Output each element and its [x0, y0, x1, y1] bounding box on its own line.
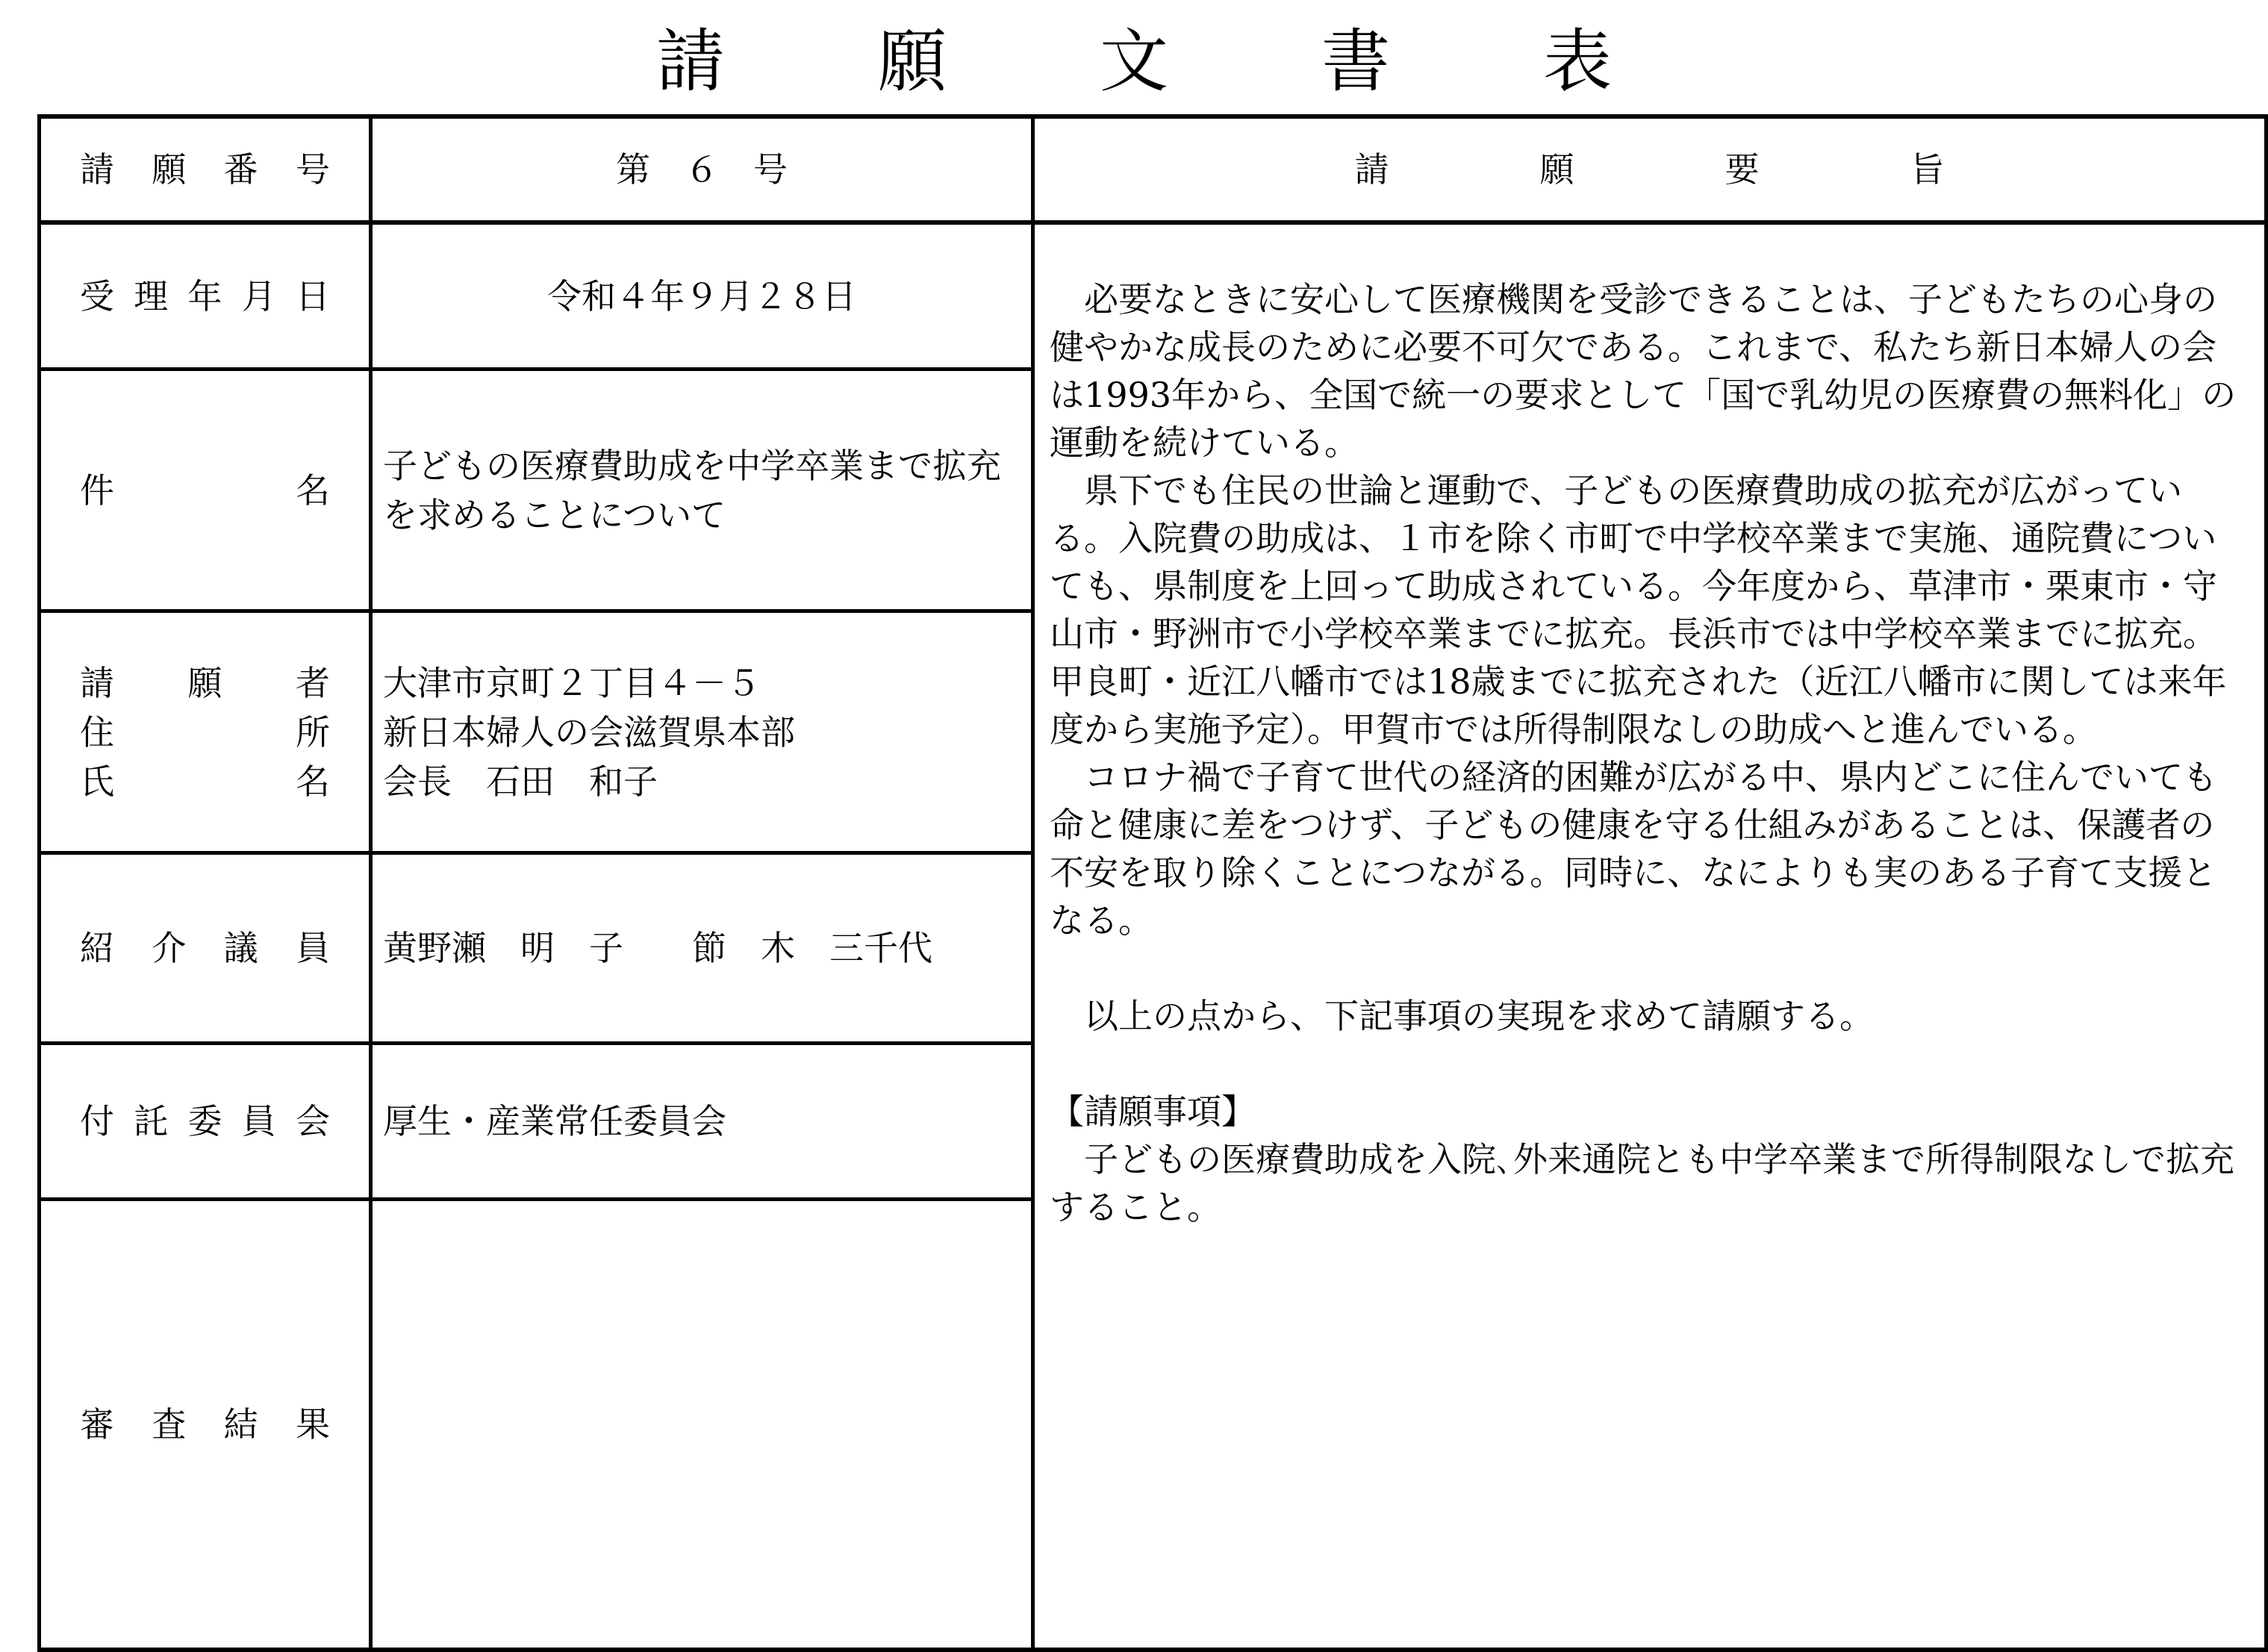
label-char: 年: [187, 275, 222, 317]
label-char: 受: [80, 275, 114, 317]
label-char: 号: [295, 149, 330, 190]
summary-header-char: 請: [1354, 149, 1389, 190]
label-char: 議: [223, 928, 258, 968]
label-char: 員: [241, 1101, 276, 1141]
label-char: 請: [80, 662, 114, 703]
label-char: 願: [152, 149, 187, 190]
petition-number-value: 第 ６ 号: [616, 149, 788, 190]
label-char: 員: [295, 928, 330, 968]
title-char: 願: [877, 22, 947, 102]
summary-header-char: 要: [1725, 149, 1760, 190]
petition-table: [37, 114, 2268, 1652]
label-char: 件: [80, 470, 114, 511]
title-char: 表: [1542, 22, 1612, 102]
label-char: 理: [134, 275, 169, 317]
petitioner-value: [373, 613, 1031, 851]
label-char: 日: [296, 275, 330, 317]
subject-line: を求めることについて: [383, 494, 726, 535]
table-border-right: [2264, 114, 2268, 1652]
label-char: 願: [187, 662, 222, 703]
subject-label: [41, 371, 369, 609]
label-char: 番: [223, 149, 258, 190]
label-char: 請: [80, 149, 114, 190]
label-char: 名: [296, 761, 330, 802]
title-char: 請: [656, 22, 726, 102]
label-char: 委: [187, 1101, 222, 1141]
label-char: 審: [80, 1404, 114, 1444]
summary-header: [1035, 119, 2264, 220]
label-char: 紹: [80, 928, 114, 968]
label-char: 介: [152, 928, 187, 968]
label-char: 住: [80, 711, 114, 752]
committee-label: [41, 1045, 369, 1197]
label-char: 氏: [80, 761, 114, 802]
summary-paragraph: 県下でも住民の世論と運動で、子どもの医療費助成の拡充が広がっている。入院費の助成は、１市を除く市町で中学校卒業まで実施、通院費についても、県制度を上回って助成されている。今年度から、草津市・栗東市・守山市・野洲市で小学校卒業までに拡充。長浜市では中学校卒業までに拡充。甲良町・近江八幡市では18歳までに拡充された（近江八幡市に関しては来年度から実施予定）。甲賀市では所得制限なしの助成へと進んでいる。: [1050, 470, 2227, 749]
petitioner-label: [41, 613, 369, 851]
petitioner-label-line: [80, 757, 330, 806]
summary-header-char: 願: [1539, 149, 1574, 190]
petition-matters-heading: 【請願事項】: [1050, 1091, 1256, 1132]
document-title: [0, 0, 2268, 112]
subject-line: 子どもの医療費助成を中学卒業まで拡充: [383, 445, 1001, 486]
label-char: 結: [223, 1404, 258, 1444]
introducers-label: [41, 855, 369, 1041]
petition-matters-text: 子どもの医療費助成を入院､外来通院とも中学卒業まで所得制限なしで拡充すること。: [1050, 1139, 2234, 1227]
label-char: 果: [295, 1404, 330, 1444]
summary-conclusion: 以上の点から、下記事項の実現を求めて請願する。: [1084, 996, 1874, 1036]
label-char: 付: [80, 1101, 114, 1141]
committee-value: 厚生・産業常任委員会: [383, 1101, 726, 1141]
introducers-value: 黄野瀬 明 子 節 木 三千代: [383, 928, 932, 968]
label-char: 託: [134, 1101, 169, 1141]
summary-paragraph: 必要なときに安心して医療機関を受診できることは、子どもたちの心身の健やかな成長のために必要不可欠である。これまで、私たち新日本婦人の会は1993年から、全国で統一の要求として「国で乳幼児の医療費の無料化」の運動を続けている。: [1050, 279, 2237, 463]
received-date-label: [41, 225, 369, 367]
subject-value: [373, 371, 1031, 609]
label-char: 者: [296, 662, 330, 703]
label-char: 会: [296, 1101, 330, 1141]
received-date-value: 令和４年９月２８日: [547, 275, 856, 317]
title-char: 文: [1099, 22, 1168, 102]
petition-number-label: [41, 119, 369, 220]
label-char: 月: [241, 275, 276, 317]
review-result-value: [373, 1201, 1031, 1648]
review-result-label: [41, 1201, 369, 1648]
petitioner-address: 大津市京町２丁目４－５: [383, 662, 761, 703]
label-char: 所: [296, 711, 330, 752]
petitioner-label-line: [80, 708, 330, 757]
title-char: 書: [1321, 22, 1390, 102]
summary-paragraph: コロナ禍で子育て世代の経済的困難が広がる中、県内どこに住んでいても命と健康に差をつけず、子どもの健康を守る仕組みがあることは、保護者の不安を取り除くことにつながる。同時に、なによりも実のある子育て支援となる。: [1050, 757, 2217, 941]
label-char: 名: [296, 470, 330, 511]
summary-body: [1035, 225, 2264, 1648]
petitioner-label-line: [80, 658, 330, 708]
summary-header-char: 旨: [1910, 149, 1945, 190]
label-char: 査: [152, 1404, 187, 1444]
petitioner-organization: 新日本婦人の会滋賀県本部: [383, 711, 795, 752]
petitioner-name: 会長 石田 和子: [383, 761, 658, 802]
